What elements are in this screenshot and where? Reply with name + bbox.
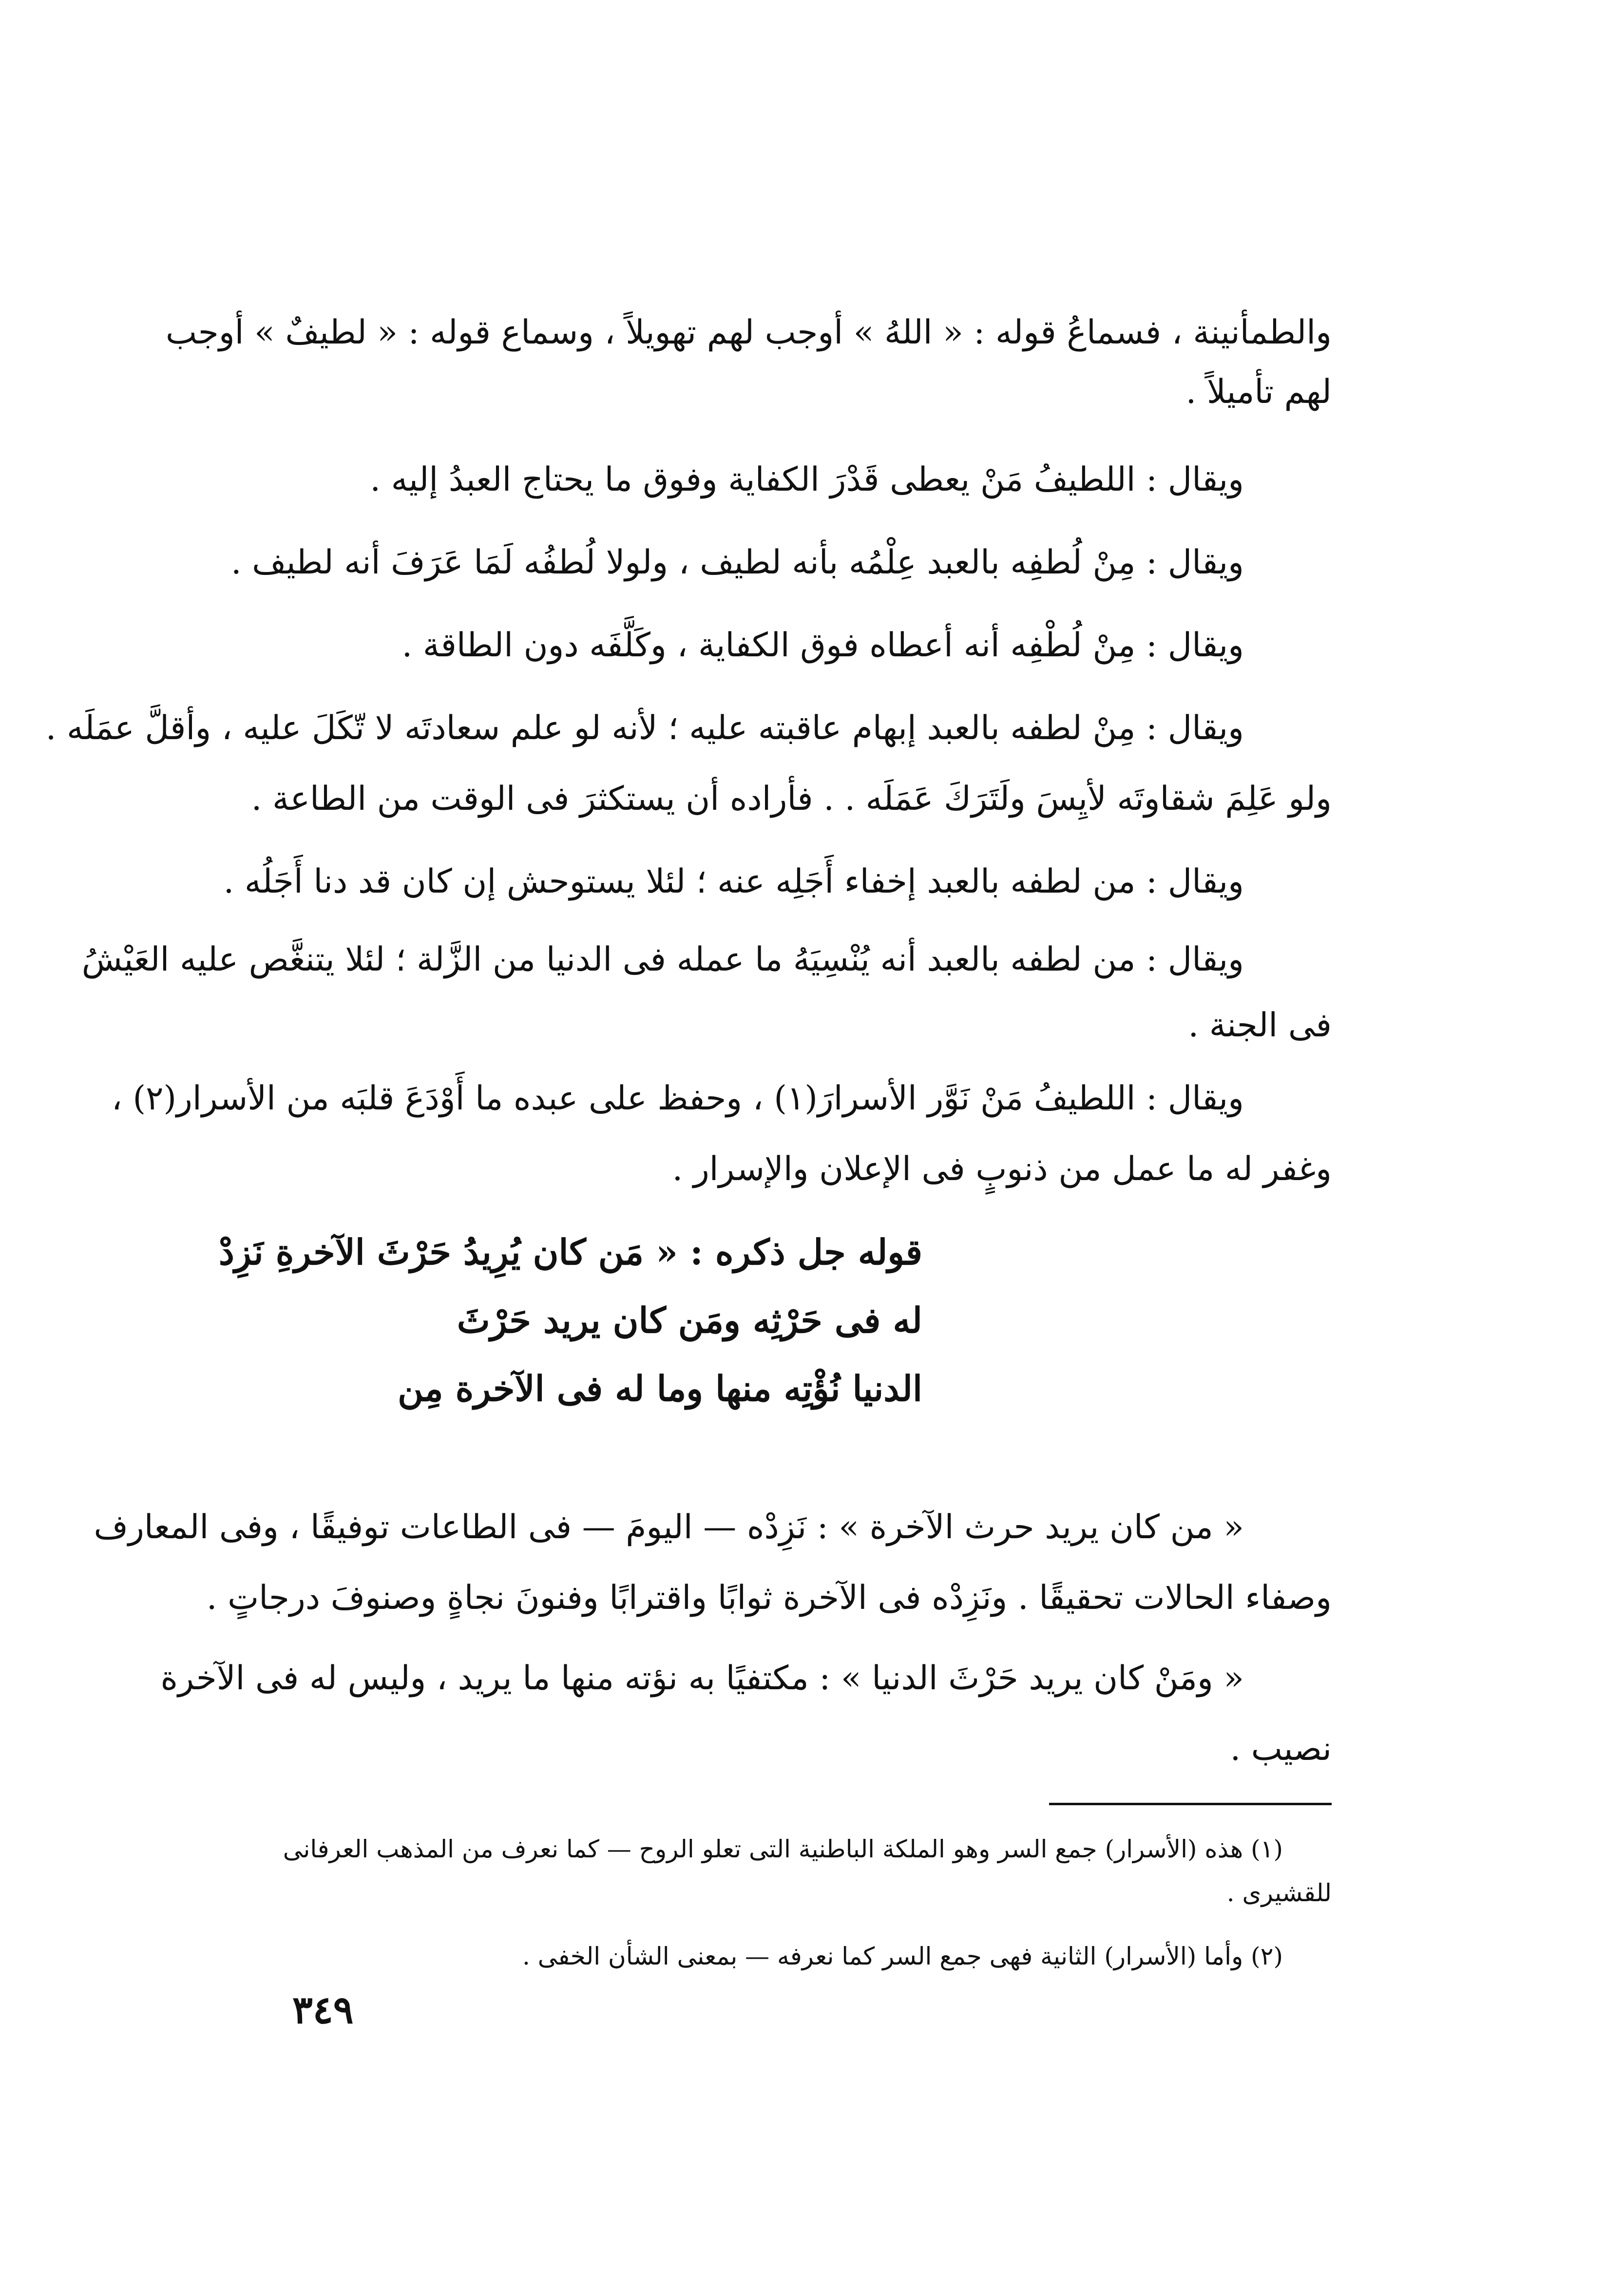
text-line: ويقال : من لطفه بالعبد إخفاء أَجَلِه عنه ؛ لئلا يستوحش إن كان قد دنا أَجَلُه . <box>223 862 1244 901</box>
text-line: ويقال : اللطيفُ مَنْ يعطى قَدْرَ الكفاية وفوق ما يحتاج العبدُ إليه . <box>370 460 1244 499</box>
verse-line: له فى حَرْثِه ومَن كان يريد حَرْثَ <box>457 1299 922 1341</box>
text-line: والطمأنينة ، فسماعُ قوله : « اللهُ » أوجب لهم تهويلاً ، وسماع قوله : « لطيفٌ » أوجب <box>166 313 1332 352</box>
text-line: لهم تأميلاً . <box>1185 373 1332 411</box>
text-line: ويقال : مِنْ لطفه بالعبد إبهام عاقبته عليه ؛ لأنه لو علم سعادتَه لا تّكَلَ عليه ، وأقلَّ عمَلَه . <box>45 709 1244 747</box>
text-line: فى الجنة . <box>1188 1006 1332 1045</box>
text-line: وغفر له ما عمل من ذنوبٍ فى الإعلان والإسرار . <box>672 1150 1332 1188</box>
commentary-line: « ومَنْ كان يريد حَرْثَ الدنيا » : مكتفيًا به نؤته منها ما يريد ، وليس له فى الآخرة <box>160 1659 1244 1698</box>
commentary-line: « من كان يريد حرث الآخرة » : نَزِدْه — اليومَ — فى الطاعات توفيقًا ، وفى المعارف <box>94 1508 1244 1546</box>
commentary-line: نصيب . <box>1230 1730 1332 1768</box>
text-line: ولو عَلِمَ شقاوتَه لأيِسَ ولَتَرَكَ عَمَلَه . . فأراده أن يستكثرَ فى الوقت من الطاعة . <box>251 780 1332 818</box>
text-line: ويقال : من لطفه بالعبد أنه يُنْسِيَهُ ما عمله فى الدنيا من الزَّلة ؛ لئلا يتنغَّص عليه العَيْشُ <box>81 940 1244 979</box>
text-line: ويقال : اللطيفُ مَنْ نَوَّر الأسرارَ(١) ، وحفظ على عبده ما أَوْدَعَ قلبَه من الأسرار(٢) ، <box>111 1079 1244 1118</box>
commentary-line: وصفاء الحالات تحقيقًا . ونَزِدْه فى الآخرة ثوابًا واقترابًا وفنونَ نجاةٍ وصنوفَ درجاتٍ . <box>206 1579 1332 1617</box>
verse-line: قوله جل ذكره : « مَن كان يُرِيدُ حَرْثَ الآخرةِ نَزِدْ <box>218 1231 922 1273</box>
footnote: (٢) وأما (الأسرار) الثانية فهى جمع السر كما نعرفه — بمعنى الشأن الخفى . <box>522 1942 1283 1970</box>
footnote: (١) هذه (الأسرار) جمع السر وهو الملكة الباطنية التى تعلو الروح — كما نعرف من المذهب العرفانى <box>283 1835 1283 1863</box>
text-line: ويقال : مِنْ لُطفِه بالعبد عِلْمُه بأنه لطيف ، ولولا لُطفُه لَمَا عَرَفَ أنه لطيف . <box>230 543 1244 582</box>
page-number: ٣٤٩ <box>292 1988 354 2032</box>
verse-line: الدنيا نُؤْتِه منها وما له فى الآخرة مِن <box>398 1368 922 1409</box>
text-line: ويقال : مِنْ لُطْفِه أنه أعطاه فوق الكفاية ، وكَلَّفَه دون الطاقة . <box>401 626 1244 665</box>
footnote: للقشيرى . <box>1226 1879 1332 1907</box>
footnote-separator <box>1049 1803 1332 1805</box>
